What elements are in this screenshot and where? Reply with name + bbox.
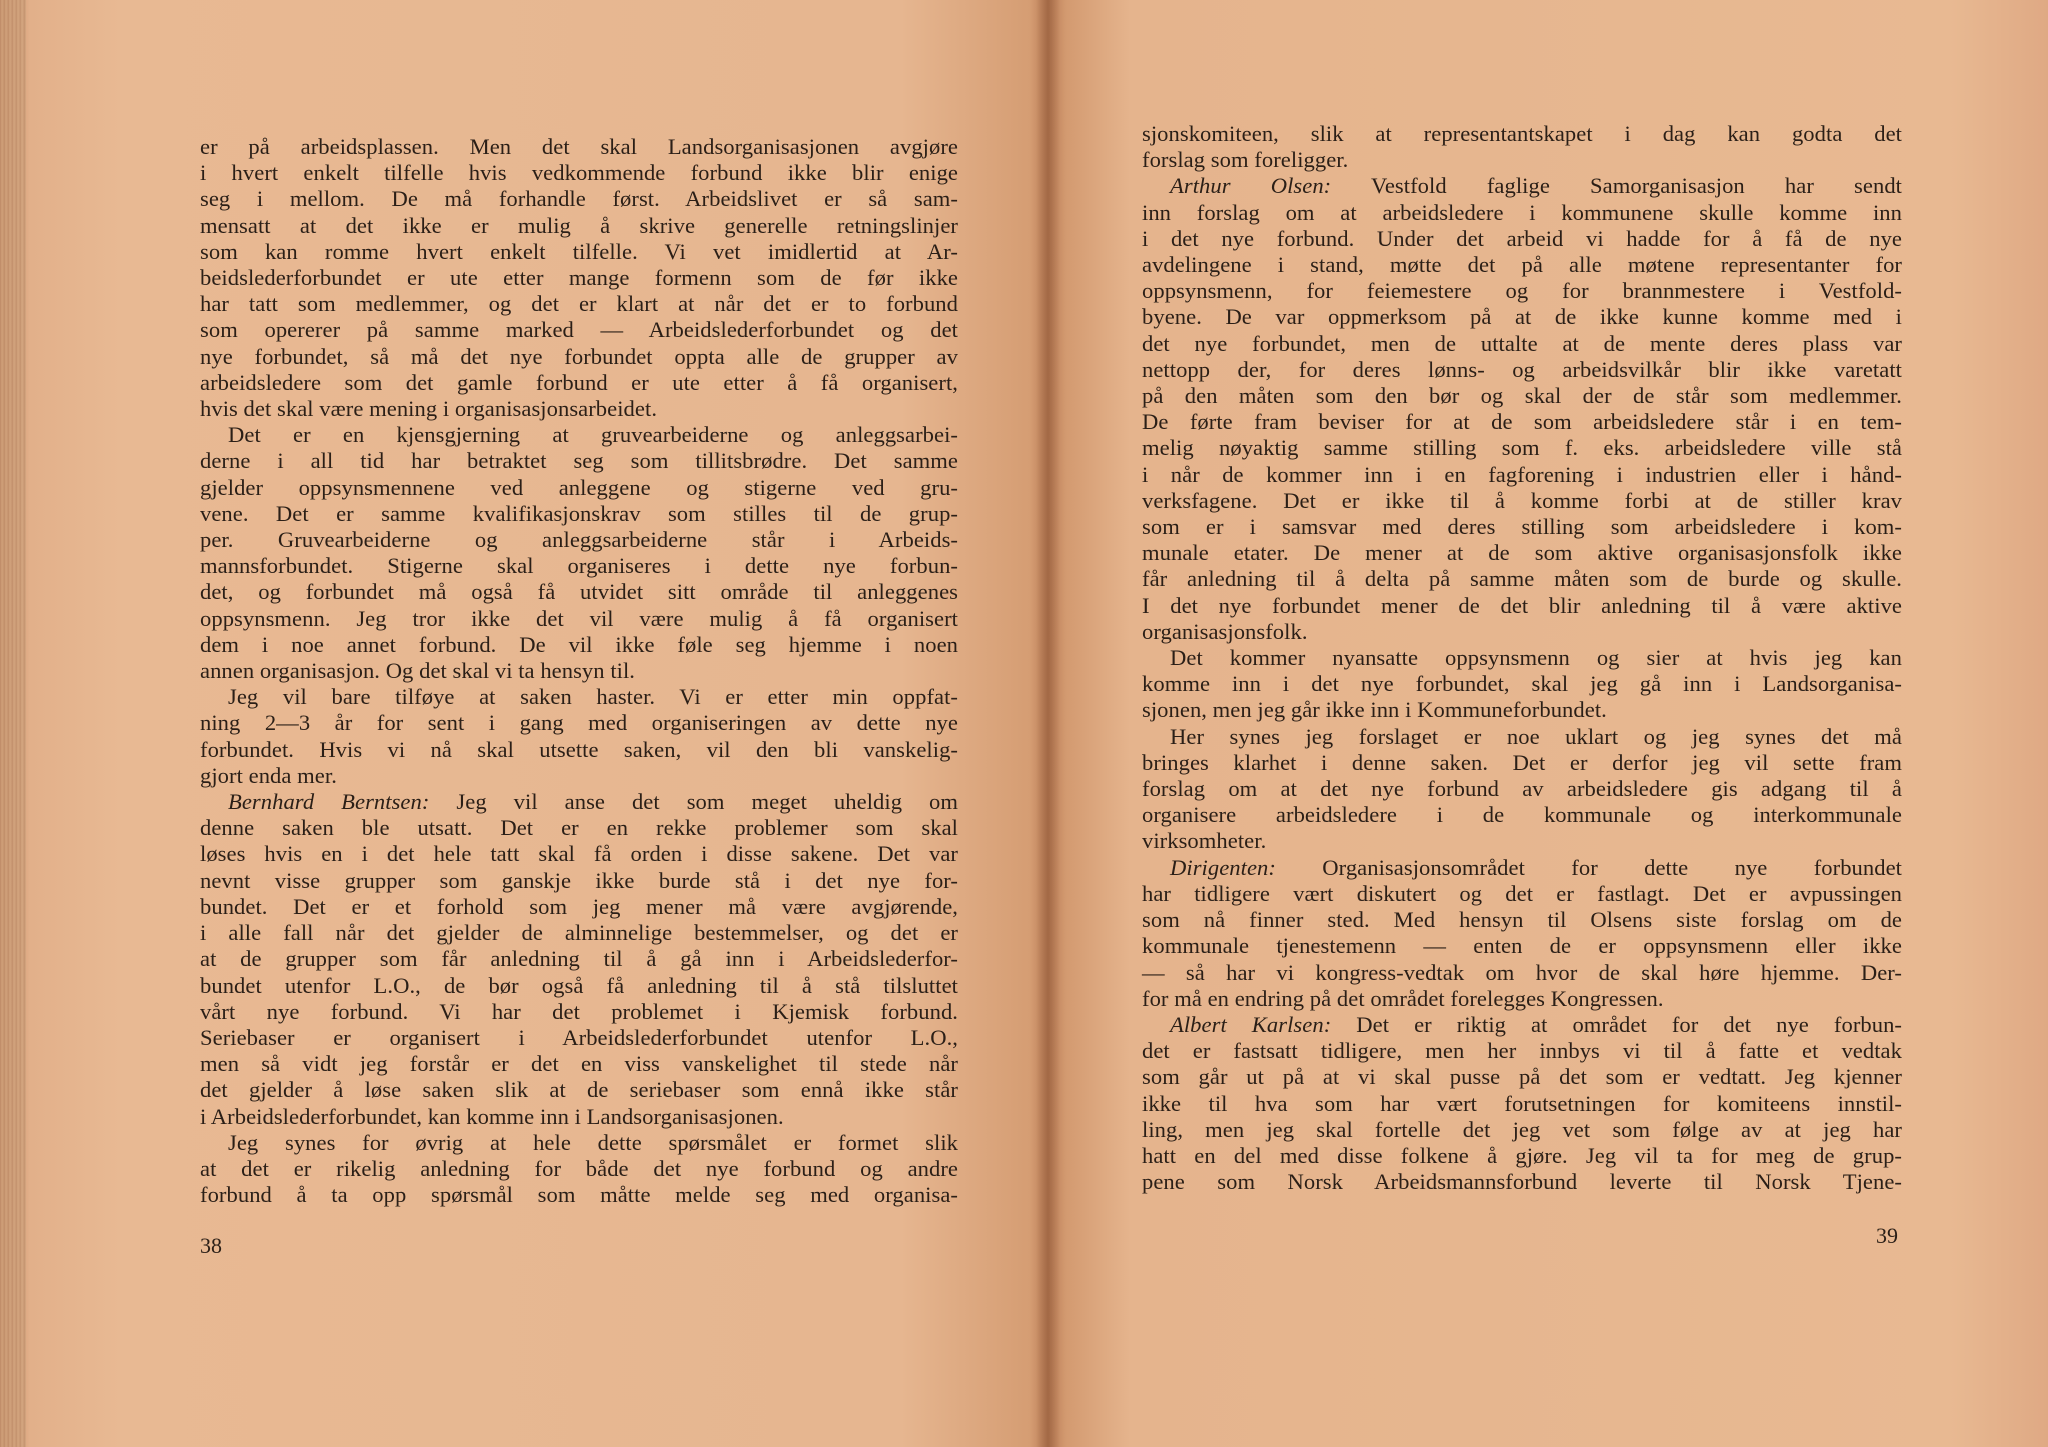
line-text: Jeg vil anse det som meget uheldig om [429, 789, 958, 815]
text-line [1142, 855, 1902, 881]
text-line [1142, 1169, 1902, 1195]
text-line [1142, 540, 1902, 566]
line-text: som går ut på at vi skal pusse på det som er vedtatt. Jeg kjenner [1142, 1064, 1902, 1090]
text-line [1142, 200, 1902, 226]
line-text: har tatt som medlemmer, og det er klart at når det er to forbund [200, 291, 958, 317]
line-text: oppsynsmenn. Jeg tror ikke det vil være mulig å få organisert [200, 605, 958, 631]
text-line [1142, 383, 1902, 409]
line-text: De førte fram beviser for at de som arbeidsledere står i en tem- [1142, 409, 1902, 435]
line-text: — så har vi kongress-vedtak om hvor de skal høre hjemme. Der- [1142, 959, 1902, 985]
line-text: ning 2—3 år for sent i gang med organiseringen av dette nye [200, 710, 958, 736]
text-line [1142, 462, 1902, 488]
text-line [200, 710, 958, 736]
line-text: i alle fall når det gjelder de alminnelige bestemmelser, og det er [200, 920, 958, 946]
line-text: oppsynsmenn, for feiemestere og for brannmestere i Vestfold- [1142, 278, 1902, 304]
text-line [1142, 252, 1902, 278]
line-text: komme inn i det nye forbundet, skal jeg gå inn i Landsorganisa- [1142, 671, 1902, 697]
line-text: Det er riktig at området for det nye forbun- [1331, 1011, 1903, 1037]
line-text: gjort enda mer. [200, 762, 337, 788]
line-text: ling, men jeg skal fortelle det jeg vet som følge av at jeg har [1142, 1116, 1902, 1142]
text-line [1142, 1038, 1902, 1064]
text-line [200, 920, 958, 946]
line-text: virksomheter. [1142, 828, 1267, 854]
line-text: forslag som foreligger. [1142, 147, 1349, 173]
line-text: sjonskomiteen, slik at representantskapet i dag kan godta det [1142, 121, 1902, 146]
text-line [200, 501, 958, 527]
text-line [200, 422, 958, 448]
line-text: inn forslag om at arbeidsledere i kommunene skulle komme inn [1142, 199, 1902, 225]
line-text: sjonen, men jeg går ikke inn i Kommuneforbundet. [1142, 697, 1607, 723]
text-line [1142, 1012, 1902, 1038]
text-line [1142, 776, 1902, 802]
text-line [200, 344, 958, 370]
text-line [200, 475, 958, 501]
text-line [200, 527, 958, 553]
line-text: forslag om at det nye forbund av arbeidsledere gis adgang til å [1142, 776, 1902, 802]
text-line [200, 763, 958, 789]
text-line [200, 737, 958, 763]
text-line [200, 1051, 958, 1077]
text-line [200, 894, 958, 920]
right-page-text [1142, 121, 1902, 1195]
text-line [1142, 1117, 1902, 1143]
text-line [1142, 907, 1902, 933]
line-text: som opererer på samme marked — Arbeidslederforbundet og det [200, 317, 958, 343]
text-line [1142, 409, 1902, 435]
line-text: forbund å ta opp spørsmål som måtte melde seg med organisa- [200, 1182, 958, 1208]
text-line [1142, 697, 1902, 723]
line-text: verksfagene. Det er ikke til å komme forbi at de stiller krav [1142, 487, 1902, 513]
line-text: i når de kommer inn i en fagforening i industrien eller i hånd- [1142, 461, 1902, 487]
page-edges [0, 0, 26, 1447]
line-text: Seriebaser er organisert i Arbeidslederforbundet utenfor L.O., [200, 1024, 958, 1050]
line-text: Her synes jeg forslaget er noe uklart og jeg synes det må [1170, 723, 1902, 749]
speaker-name: Albert Karlsen: [1170, 1011, 1332, 1037]
speaker-name: Dirigenten: [1170, 854, 1276, 880]
line-text: denne saken ble utsatt. Det er en rekke problemer som skal [200, 815, 958, 841]
text-line [1142, 619, 1902, 645]
line-text: men så vidt jeg forstår er det en viss vanskelighet til stede når [200, 1051, 958, 1077]
line-text: kommunale tjenestemenn — enten de er oppsynsmenn eller ikke [1142, 933, 1902, 959]
line-text: I det nye forbundet mener de det blir anledning til å være aktive [1142, 592, 1902, 618]
text-line [1142, 802, 1902, 828]
text-line [200, 160, 958, 186]
text-line [200, 448, 958, 474]
text-line [1142, 933, 1902, 959]
line-text: på den måten som den bør og skal der de står som medlemmer. [1142, 383, 1902, 409]
text-line [1142, 173, 1902, 199]
line-text: per. Gruvearbeiderne og anleggsarbeiderne står i Arbeids- [200, 527, 958, 553]
line-text: vene. Det er samme kvalifikasjonskrav som stilles til de grup- [200, 500, 958, 526]
text-line [1142, 1064, 1902, 1090]
text-line [1142, 566, 1902, 592]
line-text: Vestfold faglige Samorganisasjon har sendt [1331, 173, 1902, 199]
text-line [200, 1156, 958, 1182]
text-line [1142, 357, 1902, 383]
text-line [200, 815, 958, 841]
line-text: arbeidsledere som det gamle forbund er ute etter å få organisert, [200, 369, 958, 395]
line-text: får anledning til å delta på samme måten som de burde og skulle. [1142, 566, 1902, 592]
line-text: har tidligere vært diskutert og det er fastlagt. Det er avpussingen [1142, 880, 1902, 906]
line-text: hvis det skal være mening i organisasjonsarbeidet. [200, 396, 658, 422]
line-text: organisere arbeidsledere i de kommunale og interkommunale [1142, 802, 1902, 828]
text-line [200, 606, 958, 632]
text-line [1142, 750, 1902, 776]
text-line [1142, 671, 1902, 697]
line-text: melig nøyaktig samme stilling som f. eks. arbeidsledere ville stå [1142, 435, 1902, 461]
line-text: derne i all tid har betraktet seg som tillitsbrødre. Det samme [200, 448, 958, 474]
text-line [200, 265, 958, 291]
text-line [200, 553, 958, 579]
line-text: som er i samsvar med deres stilling som arbeidsledere i kom- [1142, 514, 1902, 540]
left-page-text [200, 134, 958, 1208]
text-line [200, 789, 958, 815]
line-text: vårt nye forbund. Vi har det problemet i Kjemisk forbund. [200, 998, 958, 1024]
text-line [1142, 488, 1902, 514]
text-line [200, 684, 958, 710]
line-text: beidslederforbundet er ute etter mange formenn som de før ikke [200, 265, 958, 291]
text-line [200, 1077, 958, 1103]
text-line [1142, 593, 1902, 619]
line-text: at de grupper som får anledning til å gå inn i Arbeidslederfor- [200, 946, 958, 972]
line-text: organisasjonsfolk. [1142, 618, 1308, 644]
text-line [200, 973, 958, 999]
left-page-number: 38 [200, 1233, 222, 1258]
text-line [1142, 514, 1902, 540]
text-line [1142, 881, 1902, 907]
line-text: Jeg vil bare tilføye at saken haster. Vi er etter min oppfat- [228, 684, 958, 710]
text-line [200, 868, 958, 894]
text-line [200, 186, 958, 212]
line-text: forbundet. Hvis vi nå skal utsette saken, vil den bli vanskelig- [200, 736, 958, 762]
speaker-name: Arthur Olsen: [1170, 173, 1332, 199]
text-line [200, 658, 958, 684]
text-line [1142, 147, 1902, 173]
line-text: nye forbundet, så må det nye forbundet oppta alle de grupper av [200, 343, 958, 369]
line-text: bringes klarhet i denne saken. Det er derfor jeg vil sette fram [1142, 749, 1902, 775]
line-text: annen organisasjon. Og det skal vi ta hensyn til. [200, 658, 636, 684]
text-line [200, 1025, 958, 1051]
text-line [200, 946, 958, 972]
text-line [1142, 1091, 1902, 1117]
text-line [200, 239, 958, 265]
line-text: hatt en del med disse folkene å gjøre. Jeg vil ta for meg de grup- [1142, 1142, 1902, 1168]
line-text: seg i mellom. De må forhandle først. Arbeidslivet er så sam- [200, 186, 958, 212]
line-text: byene. De var oppmerksom på at de ikke kunne komme med i [1142, 304, 1902, 330]
text-line [1142, 960, 1902, 986]
text-line [1142, 226, 1902, 252]
right-page-number: 39 [1876, 1223, 1898, 1248]
line-text: mensatt at det ikke er mulig å skrive generelle retningslinjer [200, 212, 958, 238]
text-line [200, 396, 958, 422]
text-line [1142, 645, 1902, 671]
text-line [1142, 278, 1902, 304]
line-text: bundet. Det er et forhold som jeg mener må være avgjørende, [200, 893, 958, 919]
line-text: for må en endring på det området forelegges Kongressen. [1142, 985, 1664, 1011]
line-text: det er fastsatt tidligere, men her innbys vi til å fatte et vedtak [1142, 1038, 1902, 1064]
text-line [200, 1130, 958, 1156]
line-text: som kan romme hvert enkelt tilfelle. Vi vet imidlertid at Ar- [200, 238, 958, 264]
line-text: munale etater. De mener at de som aktive organisasjonsfolk ikke [1142, 540, 1902, 566]
line-text: løses hvis en i det hele tatt skal få orden i disse sakene. Det var [200, 841, 958, 867]
text-line [1142, 1143, 1902, 1169]
text-line [200, 291, 958, 317]
line-text: det gjelder å løse saken slik at de seriebaser som ennå ikke står [200, 1077, 958, 1103]
text-line [1142, 986, 1902, 1012]
line-text: ikke til hva som har vært forutsetningen for komiteens innstil- [1142, 1090, 1902, 1116]
text-line [200, 317, 958, 343]
book-gutter [1036, 0, 1060, 1447]
text-line [1142, 828, 1902, 854]
text-line [200, 213, 958, 239]
text-line [1142, 724, 1902, 750]
line-text: Det er en kjensgjerning at gruvearbeiderne og anleggsarbei- [228, 422, 958, 448]
text-line [200, 841, 958, 867]
line-text: dem i noe annet forbund. De vil ikke føle seg hjemme i noen [200, 631, 958, 657]
speaker-name: Bernhard Berntsen: [228, 789, 430, 815]
line-text: nettopp der, for deres lønns- og arbeidsvilkår blir ikke varetatt [1142, 356, 1902, 382]
line-text: mannsforbundet. Stigerne skal organiseres i dette nye forbun- [200, 553, 958, 579]
text-line [200, 999, 958, 1025]
line-text: er på arbeidsplassen. Men det skal Landsorganisasjonen avgjøre [200, 134, 958, 159]
text-line [200, 370, 958, 396]
text-line [200, 579, 958, 605]
line-text: at det er rikelig anledning for både det nye forbund og andre [200, 1155, 958, 1181]
line-text: nevnt visse grupper som ganskje ikke burde stå i det nye for- [200, 867, 958, 893]
line-text: Det kommer nyansatte oppsynsmenn og sier at hvis jeg kan [1170, 645, 1902, 671]
text-line [1142, 304, 1902, 330]
line-text: i det nye forbund. Under det arbeid vi hadde for å få de nye [1142, 225, 1902, 251]
text-line [200, 134, 958, 160]
text-line [200, 632, 958, 658]
line-text: det, og forbundet må også få utvidet sitt område til anleggenes [200, 579, 958, 605]
line-text: det nye forbundet, men de uttalte at de mente deres plass var [1142, 330, 1902, 356]
text-line [1142, 121, 1902, 147]
text-line [1142, 435, 1902, 461]
text-line [200, 1104, 958, 1130]
text-line [1142, 331, 1902, 357]
text-line [200, 1182, 958, 1208]
line-text: i Arbeidslederforbundet, kan komme inn i Landsorganisasjonen. [200, 1103, 784, 1129]
line-text: Jeg synes for øvrig at hele dette spørsmålet er formet slik [228, 1129, 958, 1155]
line-text: bundet utenfor L.O., de bør også få anledning til å stå tilsluttet [200, 972, 958, 998]
line-text: avdelingene i stand, møtte det på alle møtene representanter for [1142, 252, 1902, 278]
line-text: Organisasjonsområdet for dette nye forbundet [1275, 854, 1902, 880]
line-text: som nå finner sted. Med hensyn til Olsens siste forslag om de [1142, 907, 1902, 933]
line-text: pene som Norsk Arbeidsmannsforbund leverte til Norsk Tjene- [1142, 1169, 1902, 1195]
line-text: gjelder oppsynsmennene ved anleggene og stigerne ved gru- [200, 474, 958, 500]
line-text: i hvert enkelt tilfelle hvis vedkommende forbund ikke blir enige [200, 160, 958, 186]
